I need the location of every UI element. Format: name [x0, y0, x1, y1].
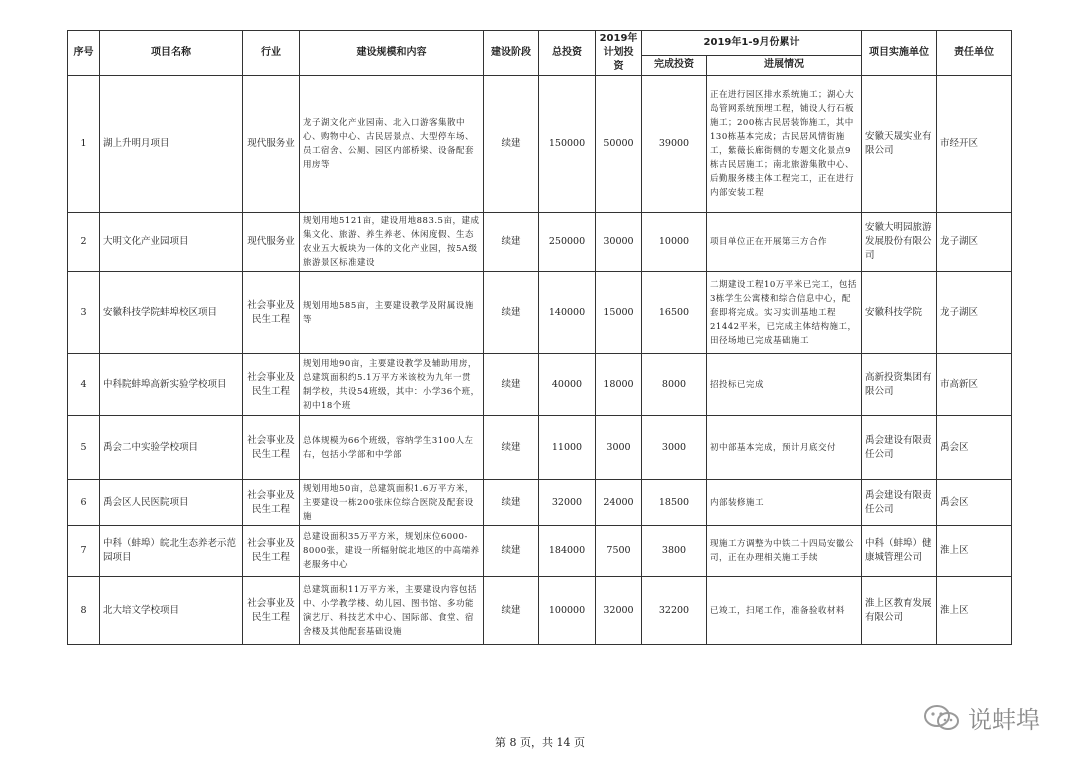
cell-name: 禹会二中实验学校项目	[100, 416, 243, 480]
cell-seq: 7	[68, 526, 100, 577]
page-footer: 第 8 页，共 14 页	[495, 736, 585, 749]
cell-resp: 禹会区	[937, 416, 1012, 480]
table-row	[68, 76, 1012, 213]
cell-unit: 安徽科技学院	[862, 272, 937, 354]
cell-total: 184000	[539, 526, 596, 577]
header-plan: 2019年计划投资	[596, 31, 642, 76]
cell-content: 总建设面积35万平方米，规划床位6000-8000张，建设一所辐射皖北地区的中高端养老服务中心	[300, 526, 484, 577]
cell-content: 规划用地90亩，主要建设教学及辅助用房，总建筑面积约5.1万平方米该校为九年一贯制学校，共设54班级，其中：小学36个班，初中18个班	[300, 354, 484, 416]
cell-completed: 8000	[642, 354, 707, 416]
cell-name: 安徽科技学院蚌埠校区项目	[100, 272, 243, 354]
cell-plan: 50000	[596, 76, 642, 213]
cell-plan: 18000	[596, 354, 642, 416]
cell-total: 32000	[539, 480, 596, 526]
cell-seq: 4	[68, 354, 100, 416]
header-seq: 序号	[68, 31, 100, 76]
header-content: 建设规模和内容	[300, 31, 484, 76]
cell-content: 龙子湖文化产业园南、北入口游客集散中心、购物中心、古民居景点、大型停车场、员工宿舍、公厕、园区内部桥梁、设备配套用房等	[300, 76, 484, 213]
cell-completed: 32200	[642, 577, 707, 645]
wechat-logo-icon	[922, 703, 962, 733]
cell-unit: 高新投资集团有限公司	[862, 354, 937, 416]
cell-industry: 现代服务业	[243, 76, 300, 213]
cell-industry: 社会事业及民生工程	[243, 416, 300, 480]
cell-stage: 续建	[484, 76, 539, 213]
cell-plan: 15000	[596, 272, 642, 354]
cell-total: 250000	[539, 213, 596, 272]
cell-unit: 中科（蚌埠）健康城管理公司	[862, 526, 937, 577]
header-unit: 项目实施单位	[862, 31, 937, 76]
cell-unit: 禹会建设有限责任公司	[862, 416, 937, 480]
cell-seq: 2	[68, 213, 100, 272]
table-row	[68, 354, 1012, 416]
cell-progress: 已竣工，扫尾工作，准备验收材料	[707, 577, 862, 645]
cell-plan: 30000	[596, 213, 642, 272]
cell-name: 中科院蚌埠高新实验学校项目	[100, 354, 243, 416]
cell-resp: 市经开区	[937, 76, 1012, 213]
cell-total: 11000	[539, 416, 596, 480]
cell-unit: 安徽天晟实业有限公司	[862, 76, 937, 213]
cell-stage: 续建	[484, 272, 539, 354]
cell-resp: 淮上区	[937, 577, 1012, 645]
cell-total: 40000	[539, 354, 596, 416]
cell-progress: 内部装修施工	[707, 480, 862, 526]
header-progress: 进展情况	[707, 55, 862, 75]
cell-name: 北大培文学校项目	[100, 577, 243, 645]
table-row	[68, 577, 1012, 645]
cell-completed: 3000	[642, 416, 707, 480]
cell-seq: 5	[68, 416, 100, 480]
cell-plan: 32000	[596, 577, 642, 645]
cell-name: 禹会区人民医院项目	[100, 480, 243, 526]
cell-progress: 初中部基本完成，预计月底交付	[707, 416, 862, 480]
header-industry: 行业	[243, 31, 300, 76]
table-row	[68, 526, 1012, 577]
cell-resp: 龙子湖区	[937, 213, 1012, 272]
project-table	[67, 30, 1012, 645]
cell-seq: 8	[68, 577, 100, 645]
cell-content: 规划用地585亩，主要建设教学及附属设施等	[300, 272, 484, 354]
cell-resp: 市高新区	[937, 354, 1012, 416]
cell-name: 大明文化产业园项目	[100, 213, 243, 272]
cell-seq: 6	[68, 480, 100, 526]
header-total: 总投资	[539, 31, 596, 76]
cell-completed: 18500	[642, 480, 707, 526]
cell-stage: 续建	[484, 577, 539, 645]
cell-progress: 二期建设工程10万平米已完工，包括3栋学生公寓楼和综合信息中心，配套即将完成。实习实训基地工程21442平米，已完成主体结构施工，田径场地已完成基础施工	[707, 272, 862, 354]
cell-total: 100000	[539, 577, 596, 645]
cell-progress: 项目单位正在开展第三方合作	[707, 213, 862, 272]
cell-plan: 3000	[596, 416, 642, 480]
cell-completed: 39000	[642, 76, 707, 213]
table-row	[68, 272, 1012, 354]
cell-resp: 禹会区	[937, 480, 1012, 526]
cell-industry: 社会事业及民生工程	[243, 354, 300, 416]
table-row	[68, 480, 1012, 526]
cell-content: 总体规模为66个班级，容纳学生3100人左右，包括小学部和中学部	[300, 416, 484, 480]
header-stage: 建设阶段	[484, 31, 539, 76]
cell-content: 总建筑面积11万平方米，主要建设内容包括中、小学教学楼、幼儿园、图书馆、多功能演艺厅、科技艺术中心、国际部、食堂、宿舍楼及其他配套基础设施	[300, 577, 484, 645]
header-completed: 完成投资	[642, 55, 707, 75]
cell-name: 中科（蚌埠）皖北生态养老示范园项目	[100, 526, 243, 577]
table-row	[68, 213, 1012, 272]
cell-content: 规划用地50亩，总建筑面积1.6万平方米，主要建设一栋200张床位综合医院及配套设施	[300, 480, 484, 526]
cell-stage: 续建	[484, 213, 539, 272]
cell-seq: 1	[68, 76, 100, 213]
header-resp: 责任单位	[937, 31, 1012, 76]
header-cumulative: 2019年1-9月份累计	[642, 31, 862, 56]
cell-name: 湖上升明月项目	[100, 76, 243, 213]
cell-stage: 续建	[484, 416, 539, 480]
cell-industry: 社会事业及民生工程	[243, 577, 300, 645]
cell-stage: 续建	[484, 526, 539, 577]
cell-progress: 现施工方调整为中铁二十四局安徽公司，正在办理相关施工手续	[707, 526, 862, 577]
cell-progress: 正在进行园区排水系统施工；湖心大岛管网系统预埋工程，铺设人行石板施工；200栋古民居装饰施工，其中130栋基本完成；古民居风情街施工，紫薇长廊街侧的专题文化景点9栋古民居施工；南北旅游集散中心、后勤服务楼主体工程完工，正在进行内部安装工程	[707, 76, 862, 213]
cell-resp: 淮上区	[937, 526, 1012, 577]
cell-industry: 社会事业及民生工程	[243, 272, 300, 354]
cell-plan: 7500	[596, 526, 642, 577]
table-row	[68, 416, 1012, 480]
watermark	[922, 700, 1040, 735]
cell-unit: 淮上区教育发展有限公司	[862, 577, 937, 645]
header-name: 项目名称	[100, 31, 243, 76]
cell-progress: 招投标已完成	[707, 354, 862, 416]
cell-seq: 3	[68, 272, 100, 354]
cell-content: 规划用地5121亩，建设用地883.5亩，建成集文化、旅游、养生养老、休闲度假、生态农业五大板块为一体的文化产业园，按5A级旅游景区标准建设	[300, 213, 484, 272]
cell-plan: 24000	[596, 480, 642, 526]
cell-completed: 10000	[642, 213, 707, 272]
cell-stage: 续建	[484, 354, 539, 416]
cell-completed: 16500	[642, 272, 707, 354]
cell-industry: 社会事业及民生工程	[243, 480, 300, 526]
cell-stage: 续建	[484, 480, 539, 526]
cell-unit: 禹会建设有限责任公司	[862, 480, 937, 526]
cell-unit: 安徽大明园旅游发展股份有限公司	[862, 213, 937, 272]
cell-completed: 3800	[642, 526, 707, 577]
cell-industry: 现代服务业	[243, 213, 300, 272]
cell-total: 150000	[539, 76, 596, 213]
watermark-text: 说蚌埠	[968, 706, 1040, 734]
cell-resp: 龙子湖区	[937, 272, 1012, 354]
cell-total: 140000	[539, 272, 596, 354]
cell-industry: 社会事业及民生工程	[243, 526, 300, 577]
